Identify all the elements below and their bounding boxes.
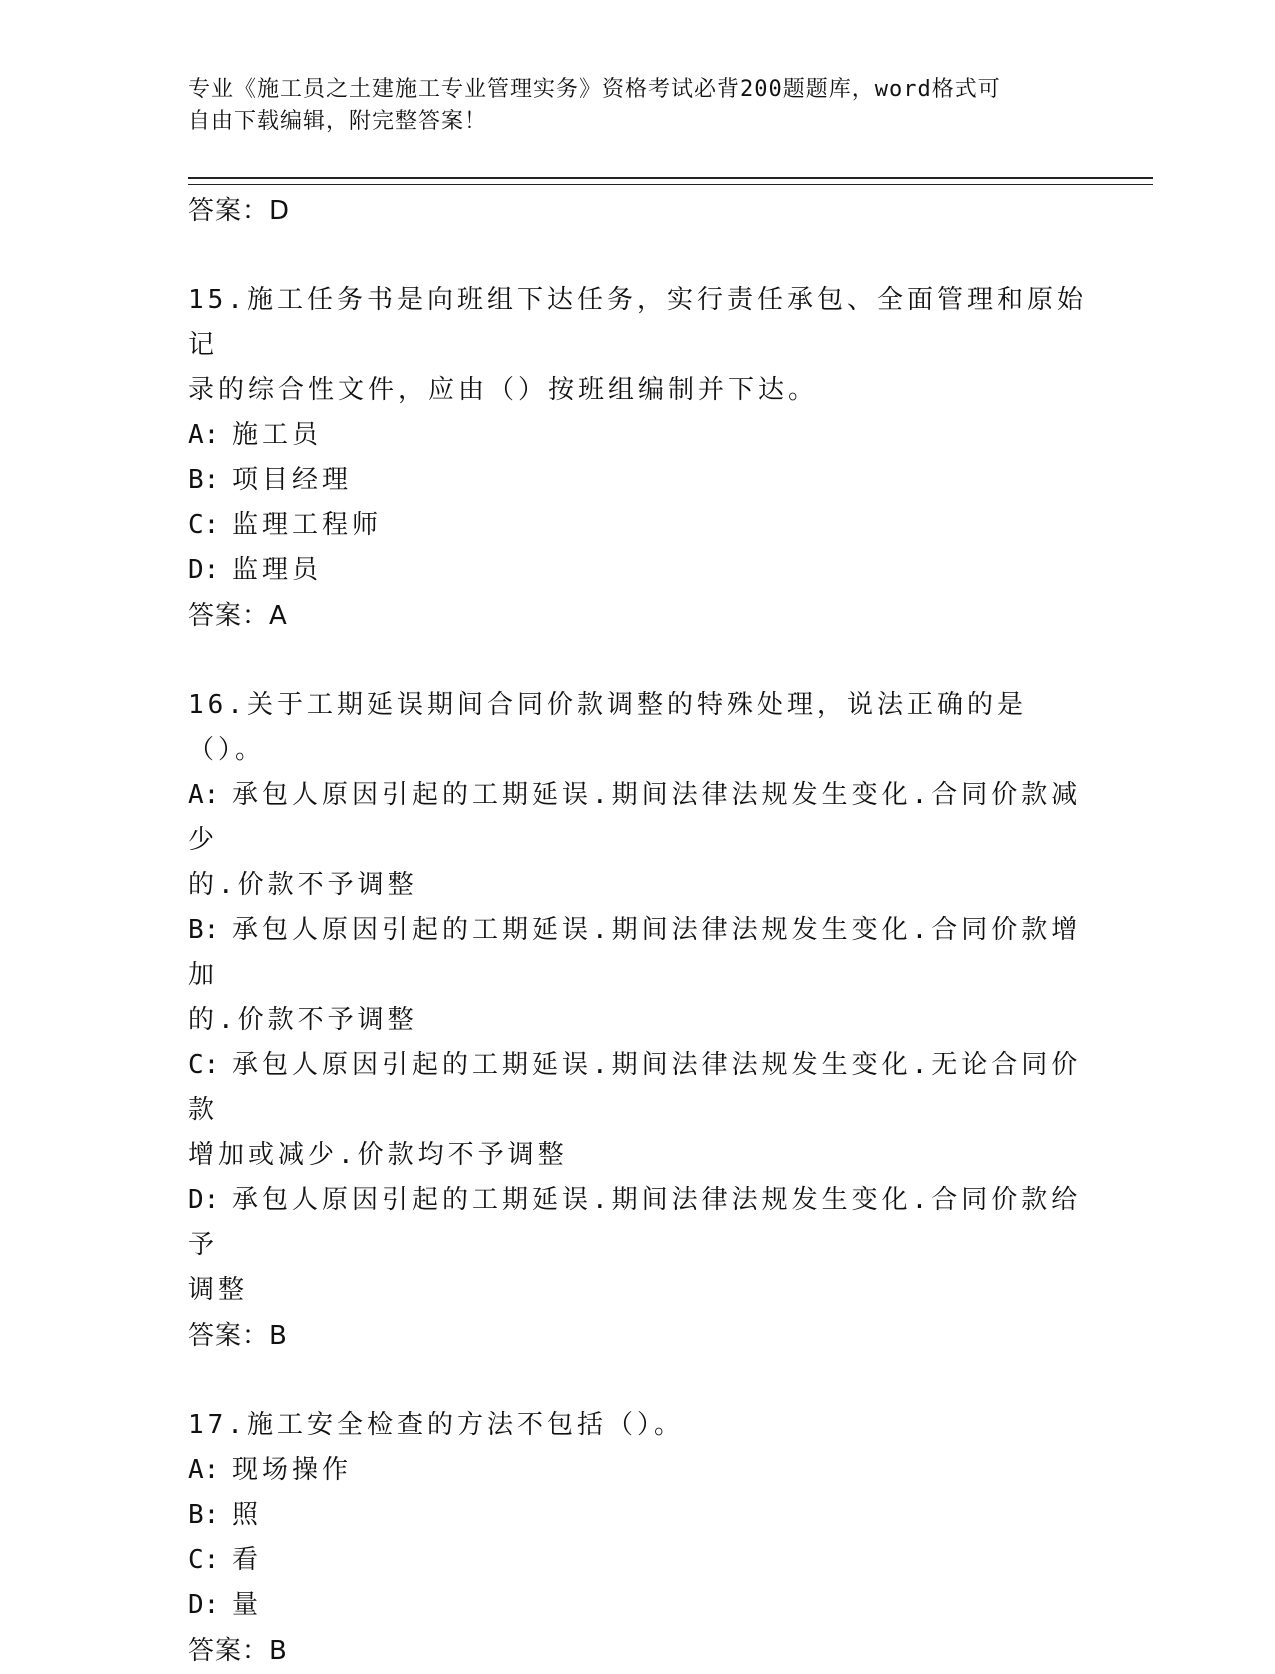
question-stem: [188, 278, 1088, 413]
option-letter: B:: [188, 1500, 220, 1530]
option-text: 监理员: [232, 555, 323, 585]
option-a: [188, 1448, 1088, 1493]
document-header: [188, 74, 1068, 138]
option-text-continued: 的.价款不予调整: [188, 870, 418, 900]
answer-value: B: [269, 1636, 288, 1666]
option-d: [188, 1583, 1088, 1628]
answer-prefix: 答案：: [188, 1636, 270, 1666]
option-d: [188, 548, 1088, 593]
option-text: 承包人原因引起的工期延误.期间法律法规发生变化.合同价款给予: [188, 1185, 1082, 1260]
option-text: 承包人原因引起的工期延误.期间法律法规发生变化.合同价款减少: [188, 780, 1082, 855]
header-line: 专业《施工员之土建施工专业管理实务》资格考试必背200题题库，word格式可: [188, 77, 1001, 102]
answer-line: [188, 188, 1088, 234]
option-text-continued: 增加或减少.价款均不予调整: [188, 1140, 568, 1170]
stem-line: 15.施工任务书是向班组下达任务，实行责任承包、全面管理和原始记: [188, 285, 1087, 360]
option-text: 照: [232, 1500, 263, 1530]
option-letter: B:: [188, 915, 220, 945]
option-letter: B:: [188, 465, 220, 495]
stem-line: 录的综合性文件，应由（）按班组编制并下达。: [188, 375, 819, 405]
answer-line: [188, 1628, 1088, 1674]
answer-line: [188, 593, 1088, 639]
option-text: 项目经理: [232, 465, 353, 495]
answer-value: A: [269, 601, 288, 631]
option-letter: A:: [188, 1455, 220, 1485]
header-divider: [188, 177, 1153, 185]
option-text: 量: [232, 1590, 263, 1620]
option-letter: C:: [188, 1545, 220, 1575]
question-block: [188, 278, 1088, 639]
option-b: [188, 1493, 1088, 1538]
option-text: 承包人原因引起的工期延误.期间法律法规发生变化.无论合同价款: [188, 1050, 1082, 1125]
option-text-continued: 的.价款不予调整: [188, 1005, 418, 1035]
option-text: 现场操作: [232, 1455, 353, 1485]
stem-line: 17.施工安全检查的方法不包括（）。: [188, 1410, 684, 1440]
option-a: [188, 413, 1088, 458]
option-letter: D:: [188, 555, 220, 585]
option-c: [188, 1538, 1088, 1583]
option-text: 看: [232, 1545, 263, 1575]
option-letter: A:: [188, 780, 220, 810]
option-text: 施工员: [232, 420, 323, 450]
answer-value: B: [269, 1321, 288, 1351]
option-text: 监理工程师: [232, 510, 383, 540]
answer-prefix: 答案：: [188, 601, 270, 631]
stem-line: 16.关于工期延误期间合同价款调整的特殊处理，说法正确的是（）。: [188, 690, 1027, 765]
answer-value: D: [269, 196, 291, 226]
question-block: [188, 683, 1088, 1359]
answer-prefix: 答案：: [188, 196, 270, 226]
header-line: 自由下载编辑，附完整答案！: [188, 109, 488, 134]
question-block: [188, 1403, 1088, 1674]
option-letter: A:: [188, 420, 220, 450]
option-text-continued: 调整: [188, 1275, 249, 1305]
option-letter: D:: [188, 1590, 220, 1620]
question-stem: [188, 1403, 1088, 1448]
question-stem: [188, 683, 1088, 773]
option-d: [188, 1178, 1088, 1313]
option-c: [188, 503, 1088, 548]
option-b: [188, 458, 1088, 503]
answer-prefix: 答案：: [188, 1321, 270, 1351]
answer-line: [188, 1313, 1088, 1359]
question-list: [188, 188, 1088, 1674]
option-letter: D:: [188, 1185, 220, 1215]
option-text: 承包人原因引起的工期延误.期间法律法规发生变化.合同价款增加: [188, 915, 1082, 990]
option-b: [188, 908, 1088, 1043]
option-c: [188, 1043, 1088, 1178]
option-letter: C:: [188, 510, 220, 540]
option-letter: C:: [188, 1050, 220, 1080]
option-a: [188, 773, 1088, 908]
